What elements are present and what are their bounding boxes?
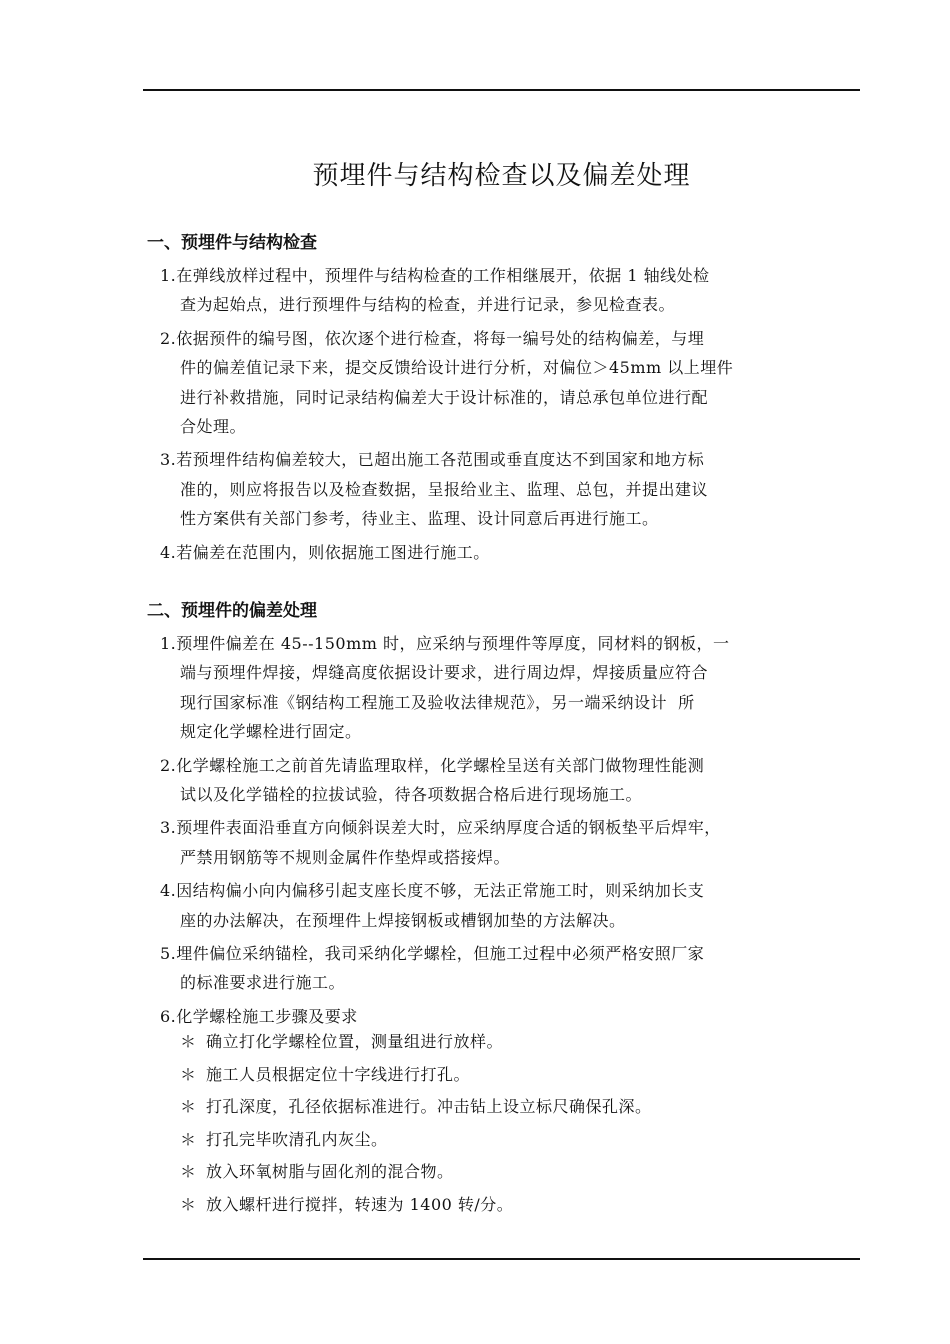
- item-line: 1.在弹线放样过程中，预埋件与结构检查的工作相继展开，依据 1 轴线处检: [160, 266, 710, 285]
- item-line: 件的偏差值记录下来，提交反馈给设计进行分析，对偏位＞45mm 以上埋件: [180, 358, 734, 378]
- item-line: 查为起始点，进行预埋件与结构的检查，并进行记录，参见检查表。: [180, 295, 676, 315]
- item-line: 座的办法解决，在预埋件上焊接钢板或槽钢加垫的方法解决。: [180, 910, 626, 930]
- list-item: [160, 629, 862, 747]
- item-line: 1.预埋件偏差在 45--150mm 时，应采纳与预埋件等厚度，同材料的钢板，一: [160, 634, 730, 653]
- step-item: [180, 1091, 840, 1124]
- step-text: 放入环氧树脂与固化剂的混合物。: [206, 1162, 454, 1182]
- asterisk-icon: ＊: [180, 1032, 197, 1051]
- item-line: 规定化学螺栓进行固定。: [180, 722, 362, 742]
- item-line: 性方案供有关部门参考，待业主、监理、设计同意后再进行施工。: [180, 509, 659, 529]
- item-line: 2.化学螺栓施工之前首先请监理取样，化学螺栓呈送有关部门做物理性能测: [160, 755, 705, 775]
- list-item: [160, 445, 862, 533]
- asterisk-icon: ＊: [180, 1194, 197, 1214]
- item-line: 6.化学螺栓施工步骤及要求: [160, 1006, 358, 1026]
- list-item: [160, 324, 862, 442]
- item-line: 3.若预埋件结构偏差较大，已超出施工各范围或垂直度达不到国家和地方标: [160, 450, 705, 470]
- asterisk-icon: ＊: [180, 1162, 197, 1182]
- section-heading-2: 二、预埋件的偏差处理: [147, 601, 317, 621]
- list-item: [160, 813, 862, 872]
- item-line: 4.因结构偏小向内偏移引起支座长度不够，无法正常施工时，则采纳加长支: [160, 881, 705, 901]
- section-2-list: [160, 629, 862, 1035]
- list-item: [160, 876, 862, 935]
- item-line: 准的，则应将报告以及检查数据，呈报给业主、监理、总包，并提出建议: [180, 479, 709, 499]
- step-text: 打孔完毕吹清孔内灰尘。: [206, 1129, 388, 1149]
- header-rule: [143, 89, 860, 91]
- step-item: [180, 1156, 840, 1189]
- section-heading-1: 一、预埋件与结构检查: [147, 233, 317, 253]
- list-item: [160, 939, 862, 998]
- item-line: 合处理。: [180, 417, 247, 437]
- step-text: 施工人员根据定位十字线进行打孔。: [206, 1064, 471, 1084]
- list-item: [160, 751, 862, 810]
- item-line: 试以及化学锚栓的拉拔试验，待各项数据合格后进行现场施工。: [180, 785, 643, 805]
- step-item: [180, 1189, 840, 1222]
- item-line: 4.若偏差在范围内，则依据施工图进行施工。: [160, 542, 490, 562]
- footer-rule: [143, 1258, 860, 1260]
- item-line: 端与预埋件焊接，焊缝高度依据设计要求，进行周边焊，焊接质量应符合: [180, 663, 709, 683]
- asterisk-icon: ＊: [180, 1064, 197, 1084]
- item-line: 现行国家标准《钢结构工程施工及验收法律规范》，另一端采纳设计 所: [180, 692, 695, 712]
- list-item: [160, 261, 862, 320]
- steps-list: [180, 1026, 840, 1222]
- step-text: 确立打化学螺栓位置，测量组进行放样。: [206, 1032, 504, 1051]
- item-line: 5.埋件偏位采纳锚栓，我司采纳化学螺栓，但施工过程中必须严格安照厂家: [160, 944, 705, 964]
- item-line: 的标准要求进行施工。: [180, 973, 346, 993]
- asterisk-icon: ＊: [180, 1097, 197, 1117]
- step-item: [180, 1026, 840, 1059]
- page-title: 预埋件与结构检查以及偏差处理: [312, 161, 691, 191]
- asterisk-icon: ＊: [180, 1129, 197, 1149]
- item-line: 严禁用钢筋等不规则金属件作垫焊或搭接焊。: [180, 847, 511, 867]
- step-item: [180, 1059, 840, 1092]
- item-line: 进行补救措施，同时记录结构偏差大于设计标准的，请总承包单位进行配: [180, 387, 709, 407]
- section-1-list: [160, 261, 862, 571]
- list-item: [160, 538, 862, 567]
- item-line: 2.依据预件的编号图，依次逐个进行检查，将每一编号处的结构偏差，与埋: [160, 328, 705, 348]
- step-text: 打孔深度，孔径依据标准进行。冲击钻上设立标尺确保孔深。: [206, 1097, 652, 1117]
- step-item: [180, 1124, 840, 1157]
- step-text: 放入螺杆进行搅拌，转速为 1400 转/分。: [206, 1194, 514, 1214]
- item-line: 3.预埋件表面沿垂直方向倾斜误差大时，应采纳厚度合适的钢板垫平后焊牢，: [160, 818, 721, 838]
